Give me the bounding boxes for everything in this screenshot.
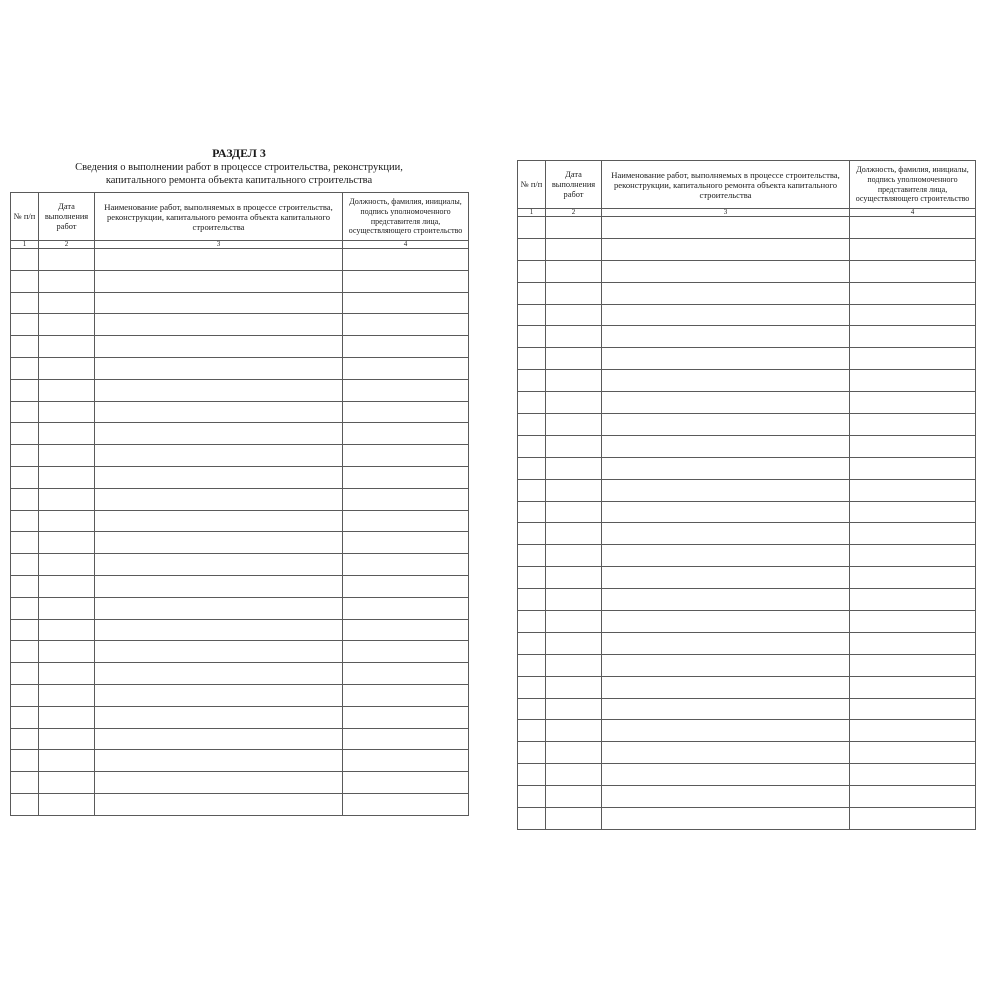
number-cell[interactable] — [11, 597, 39, 619]
date-cell[interactable] — [546, 282, 602, 304]
representative-cell[interactable] — [343, 423, 469, 445]
date-cell[interactable] — [39, 597, 95, 619]
date-cell[interactable] — [39, 357, 95, 379]
representative-cell[interactable] — [343, 575, 469, 597]
date-cell[interactable] — [39, 663, 95, 685]
number-cell[interactable] — [518, 304, 546, 326]
representative-cell[interactable] — [343, 663, 469, 685]
representative-cell[interactable] — [850, 282, 976, 304]
work-name-cell[interactable] — [602, 764, 850, 786]
number-cell[interactable] — [11, 401, 39, 423]
table-row — [518, 348, 976, 370]
representative-cell[interactable] — [343, 684, 469, 706]
representative-cell[interactable] — [850, 567, 976, 589]
work-name-cell[interactable] — [602, 238, 850, 260]
date-cell[interactable] — [546, 457, 602, 479]
column-number: 3 — [95, 241, 343, 249]
work-name-cell[interactable] — [602, 786, 850, 808]
column-number: 3 — [602, 209, 850, 217]
table-row — [518, 217, 976, 239]
number-cell[interactable] — [11, 423, 39, 445]
date-cell[interactable] — [546, 414, 602, 436]
work-name-cell[interactable] — [95, 270, 343, 292]
representative-cell[interactable] — [850, 304, 976, 326]
table-row — [518, 589, 976, 611]
right-page — [517, 160, 975, 830]
representative-cell[interactable] — [850, 435, 976, 457]
number-cell[interactable] — [518, 370, 546, 392]
table-row — [518, 479, 976, 501]
work-name-cell[interactable] — [602, 676, 850, 698]
representative-cell[interactable] — [850, 217, 976, 239]
date-cell[interactable] — [39, 532, 95, 554]
work-name-cell[interactable] — [95, 379, 343, 401]
work-name-cell[interactable] — [95, 793, 343, 815]
table-row — [518, 457, 976, 479]
date-cell[interactable] — [546, 676, 602, 698]
number-cell[interactable] — [11, 684, 39, 706]
date-cell[interactable] — [546, 326, 602, 348]
column-number: 4 — [850, 209, 976, 217]
representative-cell[interactable] — [850, 260, 976, 282]
representative-cell[interactable] — [343, 292, 469, 314]
date-cell[interactable] — [39, 314, 95, 336]
work-name-cell[interactable] — [602, 435, 850, 457]
table-row — [11, 532, 469, 554]
number-cell[interactable] — [518, 523, 546, 545]
date-cell[interactable] — [39, 423, 95, 445]
table-row — [518, 501, 976, 523]
number-cell[interactable] — [518, 348, 546, 370]
representative-cell[interactable] — [850, 414, 976, 436]
representative-cell[interactable] — [850, 370, 976, 392]
table-row — [518, 523, 976, 545]
number-cell[interactable] — [11, 488, 39, 510]
work-name-cell[interactable] — [602, 654, 850, 676]
number-cell[interactable] — [11, 336, 39, 358]
representative-cell[interactable] — [343, 336, 469, 358]
number-cell[interactable] — [11, 314, 39, 336]
work-name-cell[interactable] — [602, 304, 850, 326]
representative-cell[interactable] — [850, 611, 976, 633]
table-row — [518, 567, 976, 589]
table-row — [11, 728, 469, 750]
number-cell[interactable] — [11, 793, 39, 815]
number-cell[interactable] — [518, 654, 546, 676]
table-row — [11, 554, 469, 576]
representative-cell[interactable] — [850, 720, 976, 742]
column-number-row — [518, 209, 976, 217]
table-row — [11, 379, 469, 401]
table-row — [11, 357, 469, 379]
table-row — [518, 435, 976, 457]
date-cell[interactable] — [546, 654, 602, 676]
work-name-cell[interactable] — [602, 260, 850, 282]
left-page — [10, 146, 468, 816]
section-subtitle: Сведения о выполнении работ в процессе строительства, реконструкции, капитального ремонта объекта капитального строительства — [75, 162, 403, 186]
representative-cell[interactable] — [850, 326, 976, 348]
work-name-cell[interactable] — [602, 545, 850, 567]
work-name-cell[interactable] — [95, 728, 343, 750]
work-name-cell[interactable] — [95, 314, 343, 336]
work-name-cell[interactable] — [95, 750, 343, 772]
number-cell[interactable] — [518, 326, 546, 348]
table-row — [518, 632, 976, 654]
representative-cell[interactable] — [850, 808, 976, 830]
date-cell[interactable] — [546, 589, 602, 611]
work-name-cell[interactable] — [602, 589, 850, 611]
number-cell[interactable] — [11, 445, 39, 467]
representative-cell[interactable] — [850, 392, 976, 414]
representative-cell[interactable] — [850, 501, 976, 523]
work-name-cell[interactable] — [95, 575, 343, 597]
number-cell[interactable] — [518, 545, 546, 567]
table-row — [518, 808, 976, 830]
representative-cell[interactable] — [343, 532, 469, 554]
number-cell[interactable] — [11, 532, 39, 554]
date-cell[interactable] — [39, 793, 95, 815]
date-cell[interactable] — [546, 611, 602, 633]
date-cell[interactable] — [546, 786, 602, 808]
number-cell[interactable] — [11, 379, 39, 401]
table-row — [11, 488, 469, 510]
number-cell[interactable] — [518, 282, 546, 304]
date-cell[interactable] — [39, 641, 95, 663]
representative-cell[interactable] — [343, 401, 469, 423]
representative-cell[interactable] — [343, 466, 469, 488]
table-row — [518, 720, 976, 742]
date-cell[interactable] — [546, 764, 602, 786]
date-cell[interactable] — [546, 260, 602, 282]
number-cell[interactable] — [518, 479, 546, 501]
work-name-cell[interactable] — [602, 326, 850, 348]
date-cell[interactable] — [39, 445, 95, 467]
work-name-cell[interactable] — [602, 808, 850, 830]
date-cell[interactable] — [39, 270, 95, 292]
table-row — [518, 238, 976, 260]
representative-cell[interactable] — [343, 445, 469, 467]
date-cell[interactable] — [546, 698, 602, 720]
date-cell[interactable] — [546, 392, 602, 414]
date-cell[interactable] — [39, 554, 95, 576]
header-date: Дата выполнения работ — [546, 161, 602, 209]
date-cell[interactable] — [546, 238, 602, 260]
table-row — [518, 764, 976, 786]
number-cell[interactable] — [11, 292, 39, 314]
work-name-cell[interactable] — [602, 457, 850, 479]
representative-cell[interactable] — [850, 654, 976, 676]
number-cell[interactable] — [11, 728, 39, 750]
column-number: 1 — [518, 209, 546, 217]
representative-cell[interactable] — [343, 379, 469, 401]
date-cell[interactable] — [546, 217, 602, 239]
column-number: 4 — [343, 241, 469, 249]
representative-cell[interactable] — [850, 698, 976, 720]
work-name-cell[interactable] — [95, 619, 343, 641]
representative-cell[interactable] — [850, 742, 976, 764]
representative-cell[interactable] — [343, 357, 469, 379]
work-name-cell[interactable] — [95, 249, 343, 271]
work-name-cell[interactable] — [95, 466, 343, 488]
date-cell[interactable] — [39, 706, 95, 728]
number-cell[interactable] — [11, 357, 39, 379]
column-number-row — [11, 241, 469, 249]
table-row — [518, 260, 976, 282]
work-name-cell[interactable] — [602, 282, 850, 304]
table-row — [518, 611, 976, 633]
date-cell[interactable] — [39, 466, 95, 488]
table-row — [11, 336, 469, 358]
work-name-cell[interactable] — [95, 488, 343, 510]
number-cell[interactable] — [518, 392, 546, 414]
work-name-cell[interactable] — [95, 401, 343, 423]
number-cell[interactable] — [11, 510, 39, 532]
date-cell[interactable] — [39, 336, 95, 358]
work-name-cell[interactable] — [602, 370, 850, 392]
header-number: № п/п — [518, 161, 546, 209]
work-name-cell[interactable] — [602, 632, 850, 654]
date-cell[interactable] — [546, 720, 602, 742]
number-cell[interactable] — [518, 632, 546, 654]
representative-cell[interactable] — [343, 270, 469, 292]
work-name-cell[interactable] — [95, 510, 343, 532]
work-name-cell[interactable] — [602, 348, 850, 370]
date-cell[interactable] — [546, 370, 602, 392]
date-cell[interactable] — [546, 304, 602, 326]
work-name-cell[interactable] — [602, 698, 850, 720]
number-cell[interactable] — [11, 575, 39, 597]
number-cell[interactable] — [11, 270, 39, 292]
header-representative: Должность, фамилия, инициалы, подпись уполномоченного представителя лица, осуществляющего строительство — [850, 161, 976, 209]
representative-cell[interactable] — [343, 619, 469, 641]
date-cell[interactable] — [39, 510, 95, 532]
table-row — [11, 401, 469, 423]
date-cell[interactable] — [546, 435, 602, 457]
work-name-cell[interactable] — [602, 217, 850, 239]
number-cell[interactable] — [518, 501, 546, 523]
date-cell[interactable] — [39, 575, 95, 597]
work-name-cell[interactable] — [95, 772, 343, 794]
number-cell[interactable] — [518, 742, 546, 764]
table-row — [11, 445, 469, 467]
table-row — [518, 370, 976, 392]
representative-cell[interactable] — [850, 632, 976, 654]
date-cell[interactable] — [39, 488, 95, 510]
date-cell[interactable] — [546, 479, 602, 501]
date-cell[interactable] — [39, 249, 95, 271]
work-name-cell[interactable] — [602, 567, 850, 589]
header-number: № п/п — [11, 193, 39, 241]
number-cell[interactable] — [518, 414, 546, 436]
work-name-cell[interactable] — [602, 414, 850, 436]
table-row — [11, 423, 469, 445]
header-row — [11, 193, 469, 241]
number-cell[interactable] — [518, 435, 546, 457]
representative-cell[interactable] — [343, 597, 469, 619]
number-cell[interactable] — [518, 238, 546, 260]
date-cell[interactable] — [39, 772, 95, 794]
representative-cell[interactable] — [343, 554, 469, 576]
representative-cell[interactable] — [850, 764, 976, 786]
section-title: РАЗДЕЛ 3 — [212, 146, 266, 160]
representative-cell[interactable] — [343, 314, 469, 336]
table-row — [518, 304, 976, 326]
column-number: 1 — [11, 241, 39, 249]
date-cell[interactable] — [39, 379, 95, 401]
work-name-cell[interactable] — [95, 706, 343, 728]
column-number: 2 — [546, 209, 602, 217]
representative-cell[interactable] — [343, 510, 469, 532]
work-name-cell[interactable] — [95, 336, 343, 358]
number-cell[interactable] — [11, 641, 39, 663]
representative-cell[interactable] — [343, 706, 469, 728]
table-row — [11, 249, 469, 271]
table-row — [11, 663, 469, 685]
date-cell[interactable] — [546, 742, 602, 764]
table-row — [518, 654, 976, 676]
table-row — [11, 510, 469, 532]
table-row — [11, 641, 469, 663]
number-cell[interactable] — [518, 786, 546, 808]
date-cell[interactable] — [546, 632, 602, 654]
number-cell[interactable] — [518, 589, 546, 611]
work-name-cell[interactable] — [95, 423, 343, 445]
date-cell[interactable] — [546, 501, 602, 523]
table-row — [518, 414, 976, 436]
table-row — [11, 706, 469, 728]
work-name-cell[interactable] — [602, 479, 850, 501]
representative-cell[interactable] — [343, 249, 469, 271]
table-row — [11, 684, 469, 706]
table-row — [518, 545, 976, 567]
work-name-cell[interactable] — [95, 532, 343, 554]
work-name-cell[interactable] — [602, 392, 850, 414]
date-cell[interactable] — [39, 684, 95, 706]
number-cell[interactable] — [11, 466, 39, 488]
table-row — [518, 326, 976, 348]
representative-cell[interactable] — [850, 545, 976, 567]
date-cell[interactable] — [546, 808, 602, 830]
number-cell[interactable] — [518, 217, 546, 239]
representative-cell[interactable] — [850, 523, 976, 545]
work-name-cell[interactable] — [95, 684, 343, 706]
work-name-cell[interactable] — [95, 641, 343, 663]
number-cell[interactable] — [11, 619, 39, 641]
table-row — [11, 575, 469, 597]
table-row — [11, 772, 469, 794]
number-cell[interactable] — [518, 698, 546, 720]
date-cell[interactable] — [546, 523, 602, 545]
header-representative: Должность, фамилия, инициалы, подпись уполномоченного представителя лица, осуществляющего строительство — [343, 193, 469, 241]
work-name-cell[interactable] — [95, 663, 343, 685]
table-row — [11, 793, 469, 815]
work-name-cell[interactable] — [602, 742, 850, 764]
date-cell[interactable] — [546, 348, 602, 370]
representative-cell[interactable] — [850, 238, 976, 260]
work-name-cell[interactable] — [95, 357, 343, 379]
representative-cell[interactable] — [343, 728, 469, 750]
representative-cell[interactable] — [850, 479, 976, 501]
representative-cell[interactable] — [850, 786, 976, 808]
work-name-cell[interactable] — [95, 445, 343, 467]
date-cell[interactable] — [39, 728, 95, 750]
number-cell[interactable] — [11, 772, 39, 794]
representative-cell[interactable] — [850, 589, 976, 611]
work-name-cell[interactable] — [602, 501, 850, 523]
table-row — [11, 750, 469, 772]
number-cell[interactable] — [11, 663, 39, 685]
number-cell[interactable] — [518, 676, 546, 698]
representative-cell[interactable] — [343, 488, 469, 510]
work-name-cell[interactable] — [95, 597, 343, 619]
column-number: 2 — [39, 241, 95, 249]
header-row — [518, 161, 976, 209]
representative-cell[interactable] — [850, 676, 976, 698]
table-row — [518, 282, 976, 304]
number-cell[interactable] — [518, 457, 546, 479]
table-row — [518, 698, 976, 720]
table-row — [11, 314, 469, 336]
number-cell[interactable] — [11, 750, 39, 772]
number-cell[interactable] — [11, 554, 39, 576]
table-row — [518, 392, 976, 414]
table-row — [11, 270, 469, 292]
table-row — [11, 619, 469, 641]
table-row — [11, 597, 469, 619]
work-name-cell[interactable] — [602, 611, 850, 633]
representative-cell[interactable] — [343, 793, 469, 815]
table-row — [518, 742, 976, 764]
work-name-cell[interactable] — [95, 554, 343, 576]
table-row — [518, 676, 976, 698]
date-cell[interactable] — [546, 567, 602, 589]
number-cell[interactable] — [11, 706, 39, 728]
representative-cell[interactable] — [343, 750, 469, 772]
representative-cell[interactable] — [343, 641, 469, 663]
table-row — [11, 292, 469, 314]
left-table-body — [11, 249, 469, 816]
number-cell[interactable] — [518, 808, 546, 830]
date-cell[interactable] — [39, 750, 95, 772]
number-cell[interactable] — [518, 567, 546, 589]
number-cell[interactable] — [518, 260, 546, 282]
date-cell[interactable] — [546, 545, 602, 567]
number-cell[interactable] — [518, 720, 546, 742]
work-name-cell[interactable] — [602, 720, 850, 742]
number-cell[interactable] — [518, 611, 546, 633]
number-cell[interactable] — [518, 764, 546, 786]
number-cell[interactable] — [11, 249, 39, 271]
works-table-left — [10, 192, 469, 816]
date-cell[interactable] — [39, 401, 95, 423]
representative-cell[interactable] — [850, 457, 976, 479]
date-cell[interactable] — [39, 619, 95, 641]
representative-cell[interactable] — [343, 772, 469, 794]
header-date: Дата выполнения работ — [39, 193, 95, 241]
date-cell[interactable] — [39, 292, 95, 314]
header-work-name: Наименование работ, выполняемых в процессе строительства, реконструкции, капитального ремонта объекта капитального строительства — [602, 161, 850, 209]
right-table-body — [518, 217, 976, 830]
works-table-right — [517, 160, 976, 830]
work-name-cell[interactable] — [602, 523, 850, 545]
table-row — [11, 466, 469, 488]
work-name-cell[interactable] — [95, 292, 343, 314]
table-row — [518, 786, 976, 808]
representative-cell[interactable] — [850, 348, 976, 370]
header-work-name: Наименование работ, выполняемых в процессе строительства, реконструкции, капитального ремонта объекта капитального строительства — [95, 193, 343, 241]
